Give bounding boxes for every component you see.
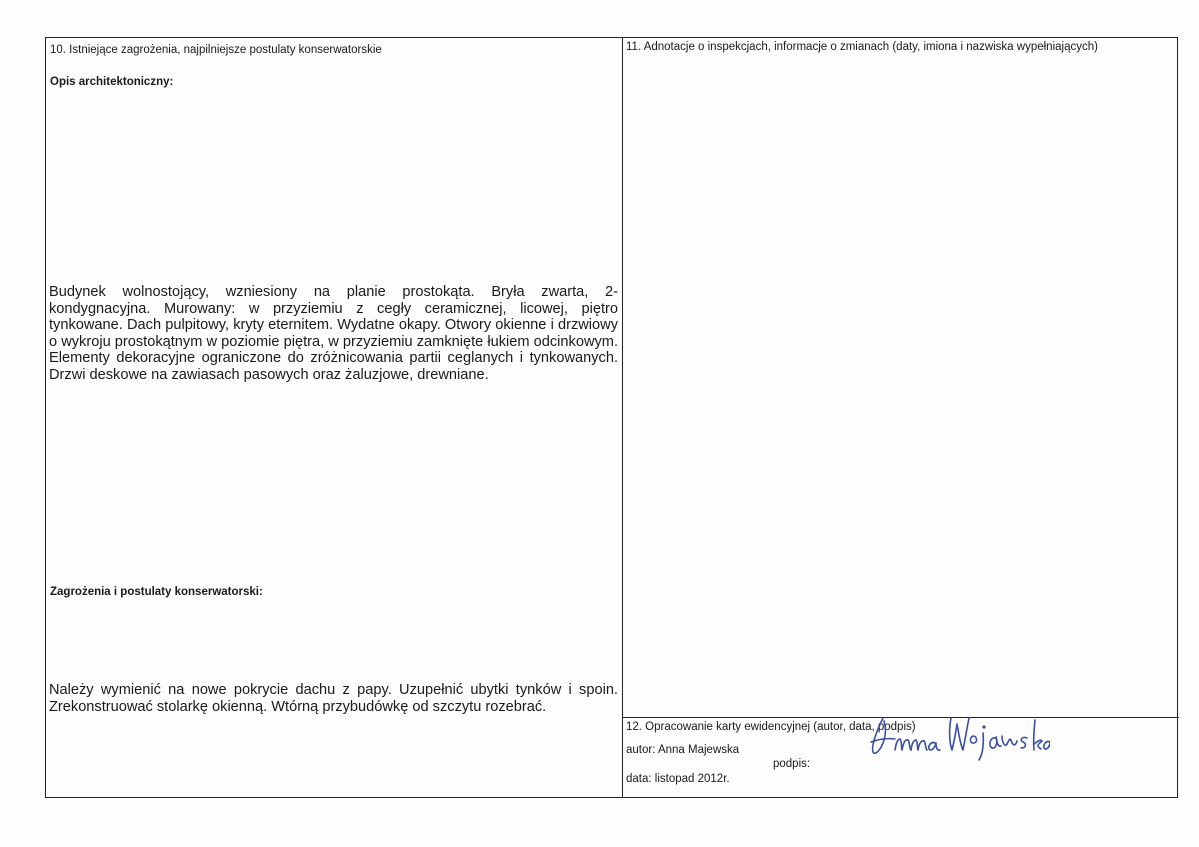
section-10-header: 10. Istniejące zagrożenia, najpilniejsze postulaty konserwatorskie [50, 44, 382, 56]
threats-text: Należy wymienić na nowe pokrycie dachu z papy. Uzupełnić ubytki tynków i spoin. Zrekonstruować stolarkę okienną. Wtórną przybudówkę od szczytu rozebrać. [49, 682, 618, 715]
section-11-header: 11. Adnotacje o inspekcjach, informacje o zmianach (daty, imiona i nazwiska wypełniających) [626, 41, 1098, 53]
architectural-description-label: Opis architektoniczny: [50, 76, 174, 88]
threats-label: Zagrożenia i postulaty konserwatorski: [50, 586, 263, 598]
architectural-description-text: Budynek wolnostojący, wzniesiony na planie prostokąta. Bryła zwarta, 2-kondygnacyjna. Murowany: w przyziemiu z cegły ceramicznej, licowej, piętro tynkowane. Dach pulpitowy, kryty eternitem. Wydatne okapy. Otwory okienne i drzwiowy o wykroju prostokątnym w poziomie piętra, w przyziemiu zamknięte łukiem odcinkowym. Elementy dekoracyjne ograniczone do zróżnicowania partii ceglanych i tynkowanych. Drzwi deskowe na zawiasach pasowych oraz żaluzjowe, drewniane. [49, 284, 618, 383]
signature-label: podpis: [773, 758, 811, 770]
author-field: autor: Anna Majewska [626, 744, 740, 756]
date-field: data: listopad 2012r. [626, 773, 730, 785]
handwritten-signature [865, 706, 1050, 762]
section-12-header: 12. Opracowanie karty ewidencyjnej (autor, data, podpis) [626, 721, 916, 733]
record-card-form [45, 37, 1178, 798]
column-divider [622, 38, 623, 797]
